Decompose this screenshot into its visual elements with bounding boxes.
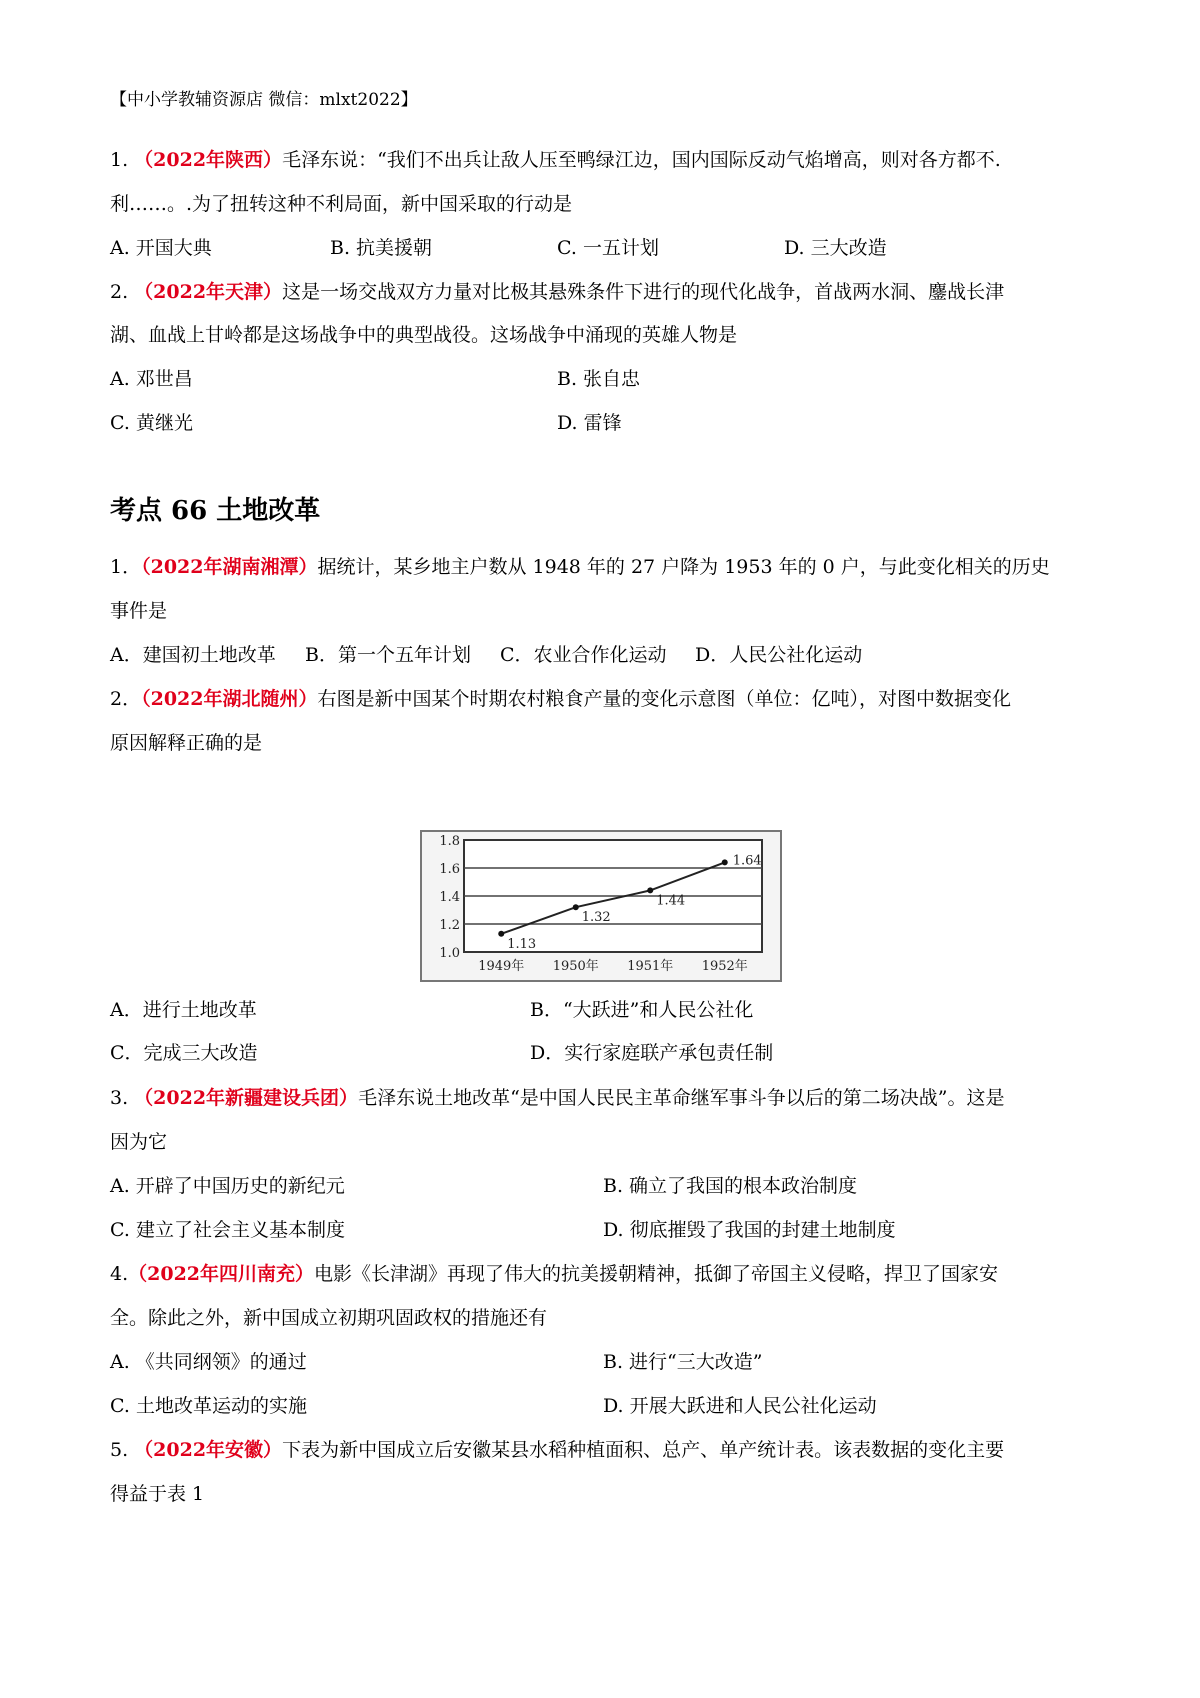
question-source: （2022年陕西） [134, 149, 283, 171]
option-a[interactable]: A. 邓世昌 [110, 368, 193, 390]
question-source: （2022年新疆建设兵团） [134, 1087, 359, 1109]
option-a[interactable]: A．建国初土地改革 [110, 644, 276, 666]
question-3-line-1 [110, 1084, 1005, 1112]
option-a[interactable]: A. 《共同纲领》的通过 [110, 1351, 307, 1373]
y-tick-label: 1.0 [439, 946, 460, 961]
question-text: 下表为新中国成立后安徽某县水稻种植面积、总产、单产统计表。该表数据的变化主要 [282, 1439, 1005, 1461]
option-b[interactable]: B. 抗美援朝 [330, 237, 433, 259]
option-c[interactable]: C. 黄继光 [110, 412, 193, 434]
y-tick-label: 1.6 [439, 862, 460, 877]
data-label: 1.64 [732, 853, 762, 869]
data-label: 1.32 [581, 910, 611, 926]
data-label: 1.44 [656, 893, 686, 909]
section-title: 考点 66 土地改革 [110, 496, 321, 526]
x-tick-label: 1950年 [552, 959, 599, 974]
header-banner: 【中小学教辅资源店 微信：mlxt2022】 [110, 90, 418, 110]
question-number: 2． [110, 688, 142, 710]
question-number: 5. [110, 1439, 135, 1461]
option-c[interactable]: C. 土地改革运动的实施 [110, 1395, 307, 1417]
question-text: 毛泽东说土地改革“是中国人民民主革命继军事斗争以后的第二场决战”。这是 [358, 1087, 1005, 1109]
question-text: 电影《长津湖》再现了伟大的抗美援朝精神，抵御了帝国主义侵略，捍卫了国家安 [314, 1263, 999, 1285]
question-source: （2022年四川南充） [128, 1263, 315, 1285]
question-source: （2022年天津） [134, 281, 283, 303]
data-point [647, 887, 653, 893]
option-d[interactable]: D. 彻底摧毁了我国的封建土地制度 [603, 1219, 896, 1241]
data-point [573, 904, 579, 910]
option-a[interactable]: A. 开国大典 [110, 237, 212, 259]
question-4-line-1 [110, 1260, 998, 1288]
option-c[interactable]: C. 建立了社会主义基本制度 [110, 1219, 345, 1241]
data-point [722, 859, 728, 865]
option-d[interactable]: D. 三大改造 [784, 237, 887, 259]
option-d[interactable]: D．人民公社化运动 [695, 644, 863, 666]
question-2-line-2: 湖、血战上甘岭都是这场战争中的典型战役。这场战争中涌现的英雄人物是 [110, 324, 738, 346]
option-a[interactable]: A. 开辟了中国历史的新纪元 [110, 1175, 345, 1197]
question-4-line-2: 全。除此之外，新中国成立初期巩固政权的措施还有 [110, 1307, 548, 1329]
question-1-line-2: 利……。.为了扭转这种不利局面，新中国采取的行动是 [110, 193, 573, 215]
question-2-line-1 [110, 278, 1004, 306]
question-source: （2022年湖南湘潭） [141, 556, 318, 578]
x-tick-label: 1951年 [627, 959, 674, 974]
data-label: 1.13 [507, 936, 537, 952]
question-text: 据统计，某乡地主户数从 1948 年的 27 户降为 1953 年的 0 户，与此变化相关的历史 [317, 556, 1050, 578]
question-5-line-1 [110, 1436, 1004, 1464]
question-number: 4. [110, 1263, 129, 1285]
x-tick-label: 1949年 [478, 959, 525, 974]
question-number: 1. [110, 149, 135, 171]
question-2-line-1 [110, 685, 1011, 713]
option-d[interactable]: D. 雷锋 [557, 412, 622, 434]
option-c[interactable]: C．完成三大改造 [110, 1042, 258, 1064]
question-text: 毛泽东说：“我们不出兵让敌人压至鸭绿江边，国内国际反动气焰增高，则对各方都不. [282, 149, 1001, 171]
question-number: 2. [110, 281, 135, 303]
question-5-line-2: 得益于表 1 [110, 1483, 205, 1505]
question-1-line-1 [110, 146, 1001, 174]
option-b[interactable]: B. 确立了我国的根本政治制度 [603, 1175, 858, 1197]
y-tick-label: 1.2 [439, 918, 460, 933]
question-2-line-2: 原因解释正确的是 [110, 732, 263, 754]
question-text: 这是一场交战双方力量对比极其悬殊条件下进行的现代化战争，首战两水洞、鏖战长津 [282, 281, 1005, 303]
question-number: 3. [110, 1087, 135, 1109]
question-source: （2022年安徽） [134, 1439, 283, 1461]
question-3-line-2: 因为它 [110, 1131, 168, 1153]
option-b[interactable]: B．“大跃进”和人民公社化 [530, 999, 754, 1021]
data-point [498, 931, 504, 937]
y-tick-label: 1.8 [439, 834, 460, 849]
x-tick-label: 1952年 [701, 959, 748, 974]
question-text: 右图是新中国某个时期农村粮食产量的变化示意图（单位：亿吨），对图中数据变化 [317, 688, 1011, 710]
line-chart-svg [420, 830, 782, 982]
option-d[interactable]: D．实行家庭联产承包责任制 [530, 1042, 774, 1064]
question-1-line-1 [110, 553, 1050, 581]
option-b[interactable]: B. 进行“三大改造” [603, 1351, 763, 1373]
option-c[interactable]: C. 一五计划 [557, 237, 659, 259]
option-b[interactable]: B．第一个五年计划 [305, 644, 471, 666]
option-d[interactable]: D. 开展大跃进和人民公社化运动 [603, 1395, 877, 1417]
question-number: 1． [110, 556, 142, 578]
grain-output-chart [420, 830, 782, 982]
option-b[interactable]: B. 张自忠 [557, 368, 641, 390]
y-tick-label: 1.4 [439, 890, 460, 905]
option-c[interactable]: C．农业合作化运动 [500, 644, 667, 666]
question-1-line-2: 事件是 [110, 600, 168, 622]
question-source: （2022年湖北随州） [141, 688, 318, 710]
option-a[interactable]: A．进行土地改革 [110, 999, 257, 1021]
